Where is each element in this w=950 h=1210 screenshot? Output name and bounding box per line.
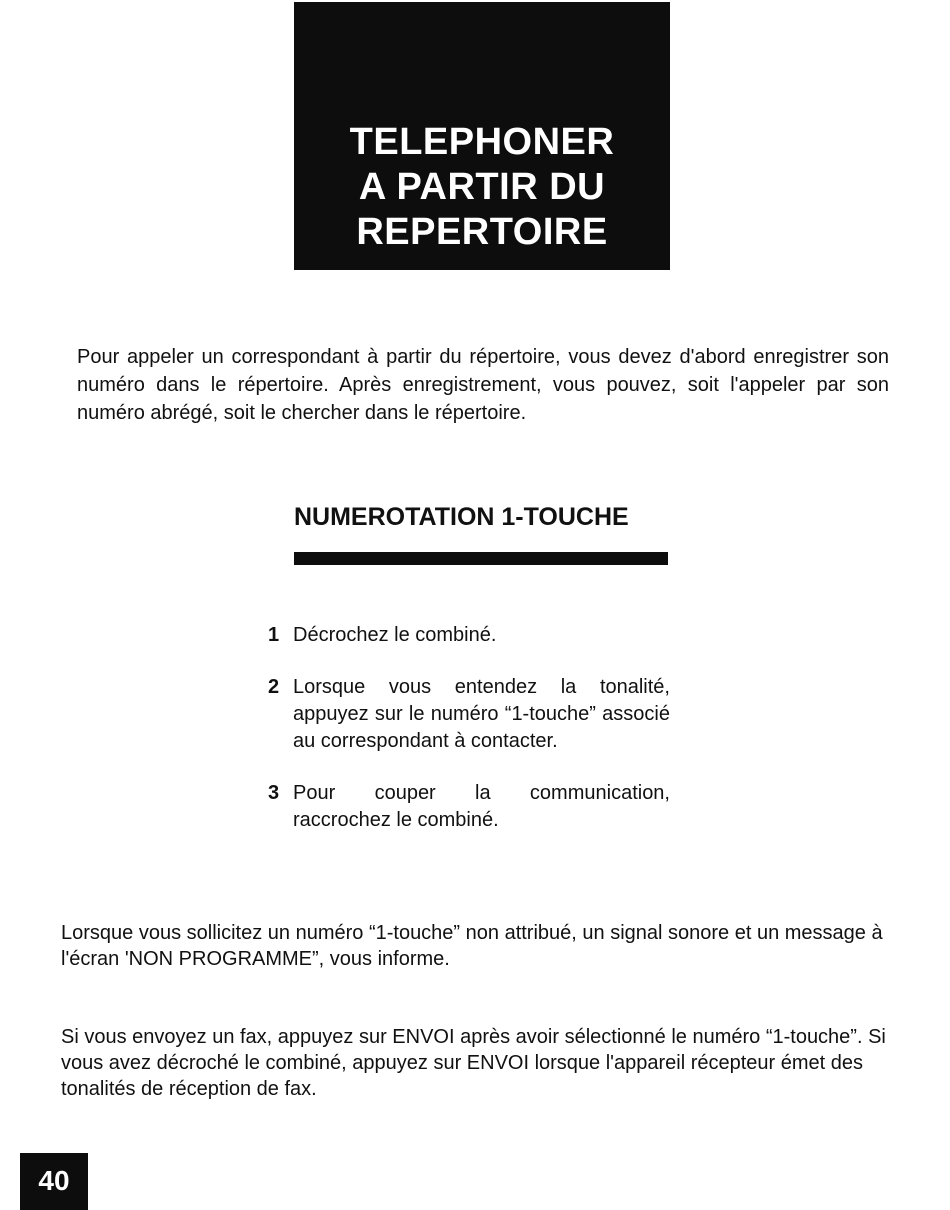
step-number: 2: [268, 676, 280, 698]
step-list: [268, 622, 670, 834]
step-item: [268, 780, 670, 834]
step-text: Pour couper la communication, raccrochez le combiné.: [293, 782, 670, 831]
step-text: Décrochez le combiné.: [293, 624, 497, 646]
chapter-title-block: [294, 2, 670, 270]
note-unassigned-key: Lorsque vous sollicitez un numéro “1-touche” non attribué, un signal sonore et un message à l'écran 'NON PROGRAMME”, vous informe.: [61, 922, 883, 970]
chapter-title-line: A PARTIR DU: [358, 166, 606, 208]
chapter-title-line: TELEPHONER: [349, 121, 615, 163]
step-number: 3: [268, 782, 280, 804]
chapter-title: [294, 120, 670, 255]
step-item: [268, 674, 670, 755]
step-number: 1: [268, 624, 280, 646]
page-number-box: [20, 1153, 88, 1210]
chapter-title-line: REPERTOIRE: [356, 211, 608, 253]
step-text: Lorsque vous entendez la tonalité, appuyez sur le numéro “1-touche” associé au correspondant à contacter.: [293, 676, 670, 752]
section-heading: NUMEROTATION 1-TOUCHE: [294, 503, 629, 531]
note-fax-sending: Si vous envoyez un fax, appuyez sur ENVOI après avoir sélectionné le numéro “1-touche”. Si vous avez décroché le combiné, appuyez sur ENVOI lorsque l'appareil récepteur émet des tonalités de réception de fax.: [61, 1026, 886, 1100]
step-item: [268, 622, 670, 649]
intro-paragraph: Pour appeler un correspondant à partir du répertoire, vous devez d'abord enregistrer son numéro dans le répertoire. Après enregistrement, vous pouvez, soit l'appeler par son numéro abrégé, soit le chercher dans le répertoire.: [77, 346, 889, 424]
page-number: 40: [38, 1165, 70, 1196]
section-divider: [294, 552, 668, 565]
